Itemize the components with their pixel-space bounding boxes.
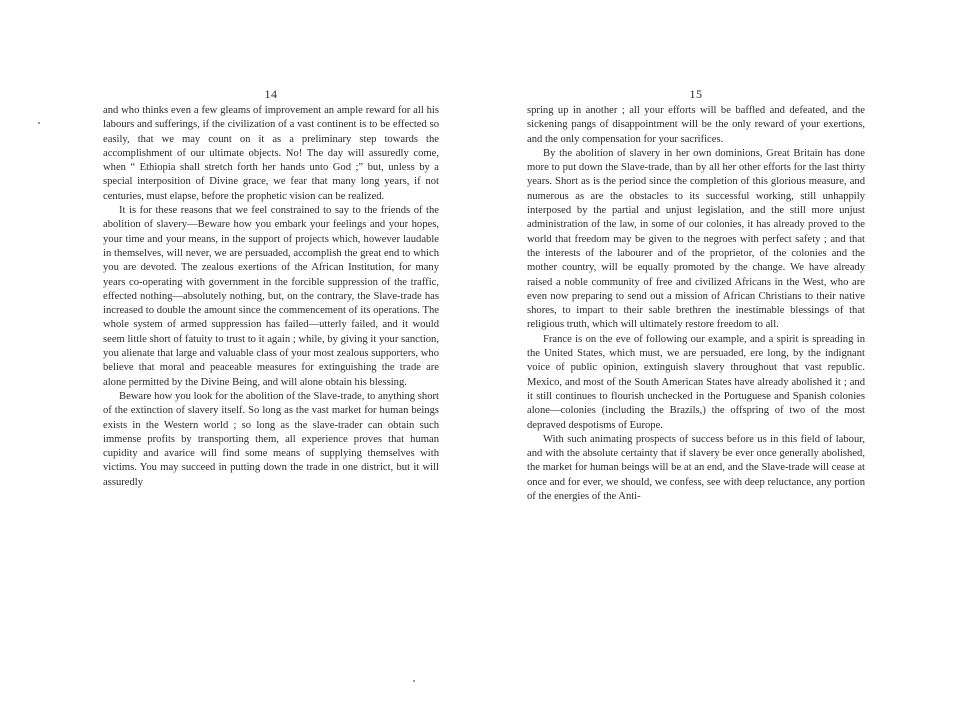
paragraph: Beware how you look for the abolition of the Slave-trade, to anything short of the extinction of slavery itself. So long as the vast market for human beings exists in the Western world ; so long as the slave-trader can obtain such immense profits by transporting them, all experience proves that human cupidity and avarice will find some means of supplying themselves with victims. You may succeed in putting down the trade in one district, but it will assuredly: [103, 390, 439, 488]
paragraph: With such animating prospects of success before us in this field of labour, and with the absolute certainty that if slavery be ever once generally abolished, the market for human beings will be at an end, and the Slave-trade will cease at once and for ever, we should, we confess, see with deep reluctance, any portion of the energies of the Anti-: [527, 433, 865, 503]
left-page-text: [103, 104, 439, 490]
paragraph: and who thinks even a few gleams of improvement an ample reward for all his labours and sufferings, if the civilization of a vast continent is to be effected so easily, that we may count on it as a preliminary step towards the accomplishment of our ultimate objects. No! The day will assuredly come, when “ Ethiopia shall stretch forth her hands unto God ;” but, unless by a special interposition of Divine grace, we fear that many long years, if not centuries, must elapse, before the prophetic vision can be realized.: [103, 105, 439, 202]
paragraph: spring up in another ; all your efforts will be baffled and defeated, and the sickening pangs of disappointment will be the only reward of your exertions, and the only compensation for your sacrifices.: [527, 105, 865, 145]
left-page: [103, 86, 439, 490]
scan-speck: [413, 680, 415, 682]
page-number-left: 14: [264, 87, 278, 101]
paragraph: By the abolition of slavery in her own dominions, Great Britain has done more to put down the Slave-trade, than by all her other efforts for the last thirty years. Short as is the period since the completion of this glorious measure, and numerous as are the obstacles to its successful working, still unhappily interposed by the partial and unjust legislation, and the still more unjust administration of the law, in some of our colonies, it has already proved to the world that freedom may be given to the negroes with perfect safety ; and that the interests of the labourer and of the proprietor, of the colonies and the mother country, will be equally promoted by the change. We have already raised a noble community of free and civilized Africans in the West, who are even now preparing to send out a mission of African Christians to their native shores, to impart to their sable brethren the inestimable blessings of that religious truth, which will ultimately restore freedom to all.: [527, 147, 865, 331]
right-page: [527, 86, 865, 504]
page-number-right: 15: [689, 87, 703, 101]
paragraph: France is on the eve of following our example, and a spirit is spreading in the United States, which must, we are persuaded, ere long, by the indignant voice of public opinion, extinguish slavery throughout that vast republic. Mexico, and most of the South American States have already abolished it ; and it still continues to flourish unchecked in the Portuguese and Spanish colonies alone—colonies (including the Brazils,) the offspring of two of the most depraved despotisms of Europe.: [527, 333, 865, 431]
right-page-text: [527, 104, 865, 504]
scan-speck: [38, 122, 40, 124]
paragraph: It is for these reasons that we feel constrained to say to the friends of the abolition of slavery—Beware how you embark your feelings and your hopes, your time and your means, in the support of projects which, however laudable in themselves, will never, we are persuaded, accomplish the great end to which you are devoted. The zealous exertions of the African Institution, for many years co-operating with government in the forcible suppression of the traffic, effected nothing—absolutely nothing, but, on the contrary, the Slave-trade has increased to double the amount since the commencement of its operations. The whole system of armed suppression has failed—utterly failed, and it would seem little short of fatuity to trust to it again ; while, by giving it your sanction, you alienate that large and valuable class of your most zealous supporters, who believe that moral and peaceable measures for extinguishing the trade are alone permitted by the Divine Being, and will alone obtain his blessing.: [103, 205, 439, 388]
